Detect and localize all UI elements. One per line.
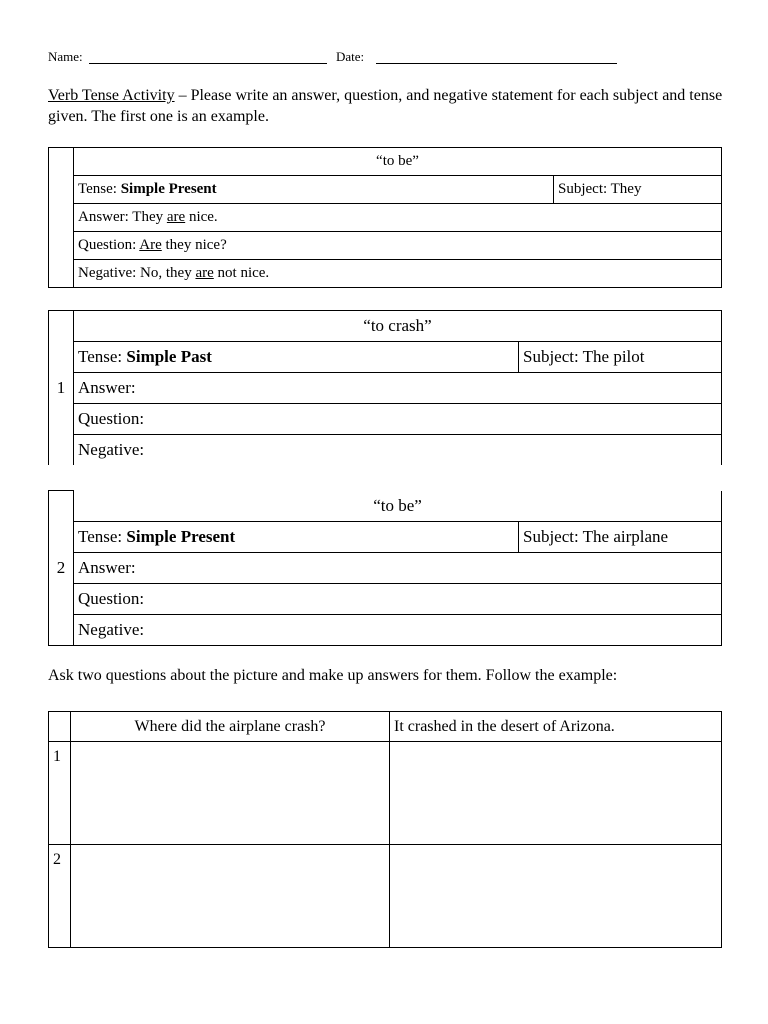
- exercise-verb: “to be”: [74, 491, 722, 522]
- example-answer: Answer: They are nice.: [74, 204, 722, 232]
- example-question: Where did the airplane crash?: [71, 712, 390, 742]
- answer-input-1[interactable]: [390, 742, 722, 845]
- exercise-subject: Subject: The pilot: [519, 342, 722, 373]
- picture-qa-table: [48, 711, 722, 948]
- negative-field[interactable]: Negative:: [74, 614, 722, 645]
- qa-row-number: 2: [49, 845, 71, 948]
- exercise-table-2: [48, 490, 722, 646]
- negative-field[interactable]: Negative:: [74, 435, 722, 466]
- exercise-tense: Tense: Simple Present: [74, 521, 519, 552]
- example-subject: Subject: They: [554, 176, 722, 204]
- qa-row-number: 1: [49, 742, 71, 845]
- exercise-number: 1: [49, 311, 74, 466]
- question-field[interactable]: Question:: [74, 404, 722, 435]
- activity-title: Verb Tense Activity: [48, 87, 175, 104]
- picture-task-instruction: Ask two questions about the picture and make up answers for them. Follow the example:: [48, 667, 618, 684]
- qa-header-number: [49, 712, 71, 742]
- exercise-verb: “to crash”: [74, 311, 722, 342]
- date-field[interactable]: [376, 63, 617, 64]
- example-number-cell: [49, 148, 74, 288]
- example-tense: Tense: Simple Present: [74, 176, 554, 204]
- example-answer: It crashed in the desert of Arizona.: [390, 712, 722, 742]
- example-verb: “to be”: [74, 148, 722, 176]
- question-field[interactable]: Question:: [74, 583, 722, 614]
- name-field[interactable]: [89, 63, 327, 64]
- question-input-1[interactable]: [71, 742, 390, 845]
- name-label: Name:: [48, 49, 83, 64]
- example-table: [48, 147, 722, 288]
- date-label: Date:: [336, 49, 365, 64]
- question-input-2[interactable]: [71, 845, 390, 948]
- exercise-tense: Tense: Simple Past: [74, 342, 519, 373]
- instructions-text: – Please write an answer, question, and negative statement for each subject and tense given. The first one is an example.: [48, 87, 723, 125]
- answer-field[interactable]: Answer:: [74, 373, 722, 404]
- exercise-subject: Subject: The airplane: [519, 521, 722, 552]
- exercise-number: 2: [49, 491, 74, 646]
- example-question: Question: Are they nice?: [74, 232, 722, 260]
- answer-input-2[interactable]: [390, 845, 722, 948]
- instructions: [48, 85, 753, 127]
- example-negative: Negative: No, they are not nice.: [74, 260, 722, 288]
- exercise-table-1: [48, 310, 722, 465]
- answer-field[interactable]: Answer:: [74, 552, 722, 583]
